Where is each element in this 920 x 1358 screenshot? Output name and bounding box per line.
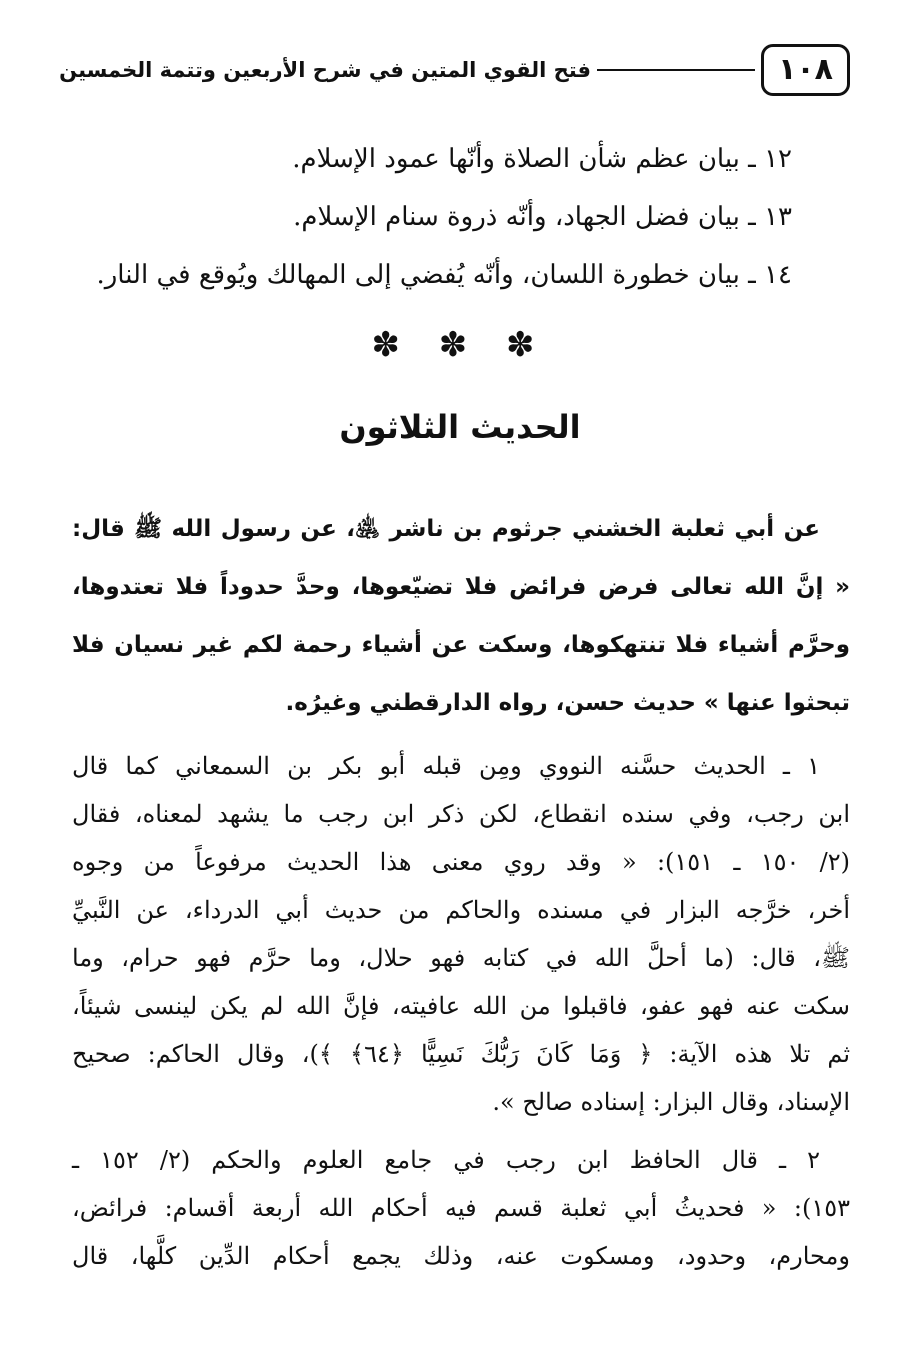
hadith-line: « إنَّ الله تعالى فرض فرائض فلا تضيّعوها، وحدَّ حدوداً فلا تعتدوها، <box>72 574 850 600</box>
paragraph-line: ٢ ـ قال الحافظ ابن رجب في جامع العلوم والحكم (٢/ ١٥٢ ـ <box>72 1146 820 1174</box>
commentary-paragraph-1 <box>72 742 850 1126</box>
paragraph-line: سكت عنه فهو عفو، فاقبلوا من الله عافيته، فإنَّ الله لم يكن لينسى شيئاً، <box>72 992 850 1020</box>
paragraph-line: ابن رجب، وفي سنده انقطاع، لكن ذكر ابن رجب ما يشهد لمعناه، فقال <box>72 800 850 828</box>
paragraph-line: ثم تلا هذه الآية: ﴿ وَمَا كَانَ رَبُّكَ نَسِيًّا ﴿٦٤﴾ ﴾)، وقال الحاكم: صحيح <box>72 1040 851 1068</box>
paragraph-line: أخر، خرَّجه البزار في مسنده والحاكم من حديث أبي الدرداء، عن النَّبيِّ <box>72 896 850 924</box>
page-header <box>59 40 850 100</box>
section-separator: ✽ ✽ ✽ <box>371 325 549 365</box>
hadith-line: عن أبي ثعلبة الخشني جرثوم بن ناشر ﵁، عن رسول الله ﷺ قال: <box>72 516 820 542</box>
page-number: ١٠٨ <box>761 44 850 96</box>
paragraph-line: ١ ـ الحديث حسَّنه النووي ومِن قبله أبو بكر بن السمعاني كما قال <box>72 752 820 780</box>
main-content <box>72 500 850 1290</box>
section-title: الحديث الثلاثون <box>339 408 581 446</box>
running-title: فتح القوي المتين في شرح الأربعين وتتمة الخمسين <box>59 58 592 82</box>
list-item: ١٢ ـ بيان عظم شأن الصلاة وأنّها عمود الإسلام. <box>292 144 792 174</box>
hadith-line: تبحثوا عنها » حديث حسن، رواه الدارقطني وغيرُه. <box>285 690 850 716</box>
paragraph-line: ومحارم، وحدود، ومسكوت عنه، وذلك يجمع أحكام الدِّين كلَّها، قال <box>72 1242 850 1270</box>
hadith-line: وحرَّم أشياء فلا تنتهكوها، وسكت عن أشياء رحمة لكم غير نسيان فلا <box>72 632 850 658</box>
paragraph-line: الإسناد، وقال البزار: إسناده صالح ». <box>492 1088 850 1116</box>
paragraph-line: ١٥٣): « فحديثُ أبي ثعلبة قسم فيه أحكام الله أربعة أقسام: فرائض، <box>72 1194 850 1222</box>
paragraph-line: ﷺ، قال: (ما أحلَّ الله في كتابه فهو حلال، وما حرَّم فهو حرام، وما <box>72 944 850 972</box>
list-item: ١٣ ـ بيان فضل الجهاد، وأنّه ذروة سنام الإسلام. <box>293 202 792 232</box>
header-rule <box>597 69 755 71</box>
paragraph-line: (٢/ ١٥٠ ـ ١٥١): « وقد روي معنى هذا الحديث مرفوعاً من وجوه <box>72 848 850 876</box>
list-item: ١٤ ـ بيان خطورة اللسان، وأنّه يُفضي إلى المهالك ويُوقع في النار. <box>96 260 792 290</box>
lessons-list <box>80 130 792 304</box>
commentary-paragraph-2 <box>72 1136 850 1280</box>
hadith-text <box>72 500 850 732</box>
